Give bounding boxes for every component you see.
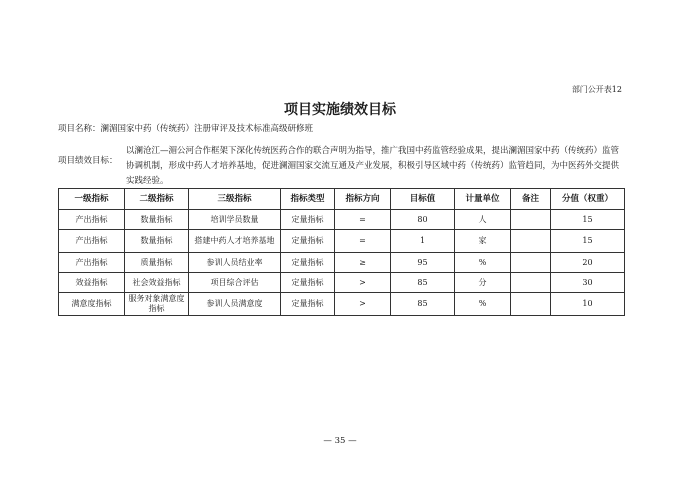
table-cell: 质量指标 (125, 253, 189, 273)
table-cell: 定量指标 (281, 273, 335, 293)
table-cell (511, 273, 551, 293)
table-cell (511, 230, 551, 253)
table-row (59, 230, 625, 253)
table-cell: % (455, 253, 511, 273)
table-cell (511, 293, 551, 316)
table-cell: 社会效益指标 (125, 273, 189, 293)
header-cell: 计量单位 (455, 189, 511, 210)
table-cell: 服务对象满意度指标 (125, 293, 189, 316)
table-row (59, 293, 625, 316)
table-cell: 85 (391, 273, 455, 293)
perf-goal-text: 以澜沧江—湄公河合作框架下深化传统医药合作的联合声明为指导，推广我国中药监管经验成果，提出澜湄国家中药（传统药）监管协调机制，形成中药人才培养基地，促进澜湄国家交流互通及产业发展，积极引导区域中药（传统药）监管趋同，为中医药外交提供实践经验。 (126, 146, 620, 186)
table-cell: 85 (391, 293, 455, 316)
table-cell: 30 (551, 273, 625, 293)
table-cell: > (335, 273, 391, 293)
table-cell: 参训人员满意度 (189, 293, 281, 316)
table-cell: 1 (391, 230, 455, 253)
table-cell: 产出指标 (59, 230, 125, 253)
project-name: 项目名称：澜湄国家中药（传统药）注册审评及技术标准高级研修班 (58, 124, 314, 134)
table-row (59, 210, 625, 230)
page-title: 项目实施绩效目标 (284, 102, 396, 118)
form-number-label: 部门公开表12 (571, 85, 622, 94)
table-cell: ≥ (335, 253, 391, 273)
table-cell: 产出指标 (59, 210, 125, 230)
table-cell: 15 (551, 210, 625, 230)
table-header-row (59, 189, 625, 210)
table-cell: 15 (551, 230, 625, 253)
table-cell: 满意度指标 (59, 293, 125, 316)
table-cell: 人 (455, 210, 511, 230)
table-cell (511, 253, 551, 273)
table-cell: 效益指标 (59, 273, 125, 293)
table-cell: 95 (391, 253, 455, 273)
header-cell: 备注 (511, 189, 551, 210)
page-number: — 35 — (323, 436, 357, 446)
header-cell: 分值（权重） (551, 189, 625, 210)
table-cell: 参训人员结业率 (189, 253, 281, 273)
table-cell: 项目综合评估 (189, 273, 281, 293)
table-cell: 培训学员数量 (189, 210, 281, 230)
table-cell: > (335, 293, 391, 316)
table-row (59, 273, 625, 293)
header-cell: 三级指标 (189, 189, 281, 210)
performance-table (58, 188, 625, 316)
table-cell: 定量指标 (281, 210, 335, 230)
header-cell: 二级指标 (125, 189, 189, 210)
table-cell: 数量指标 (125, 210, 189, 230)
header-cell: 指标方向 (335, 189, 391, 210)
table-cell (511, 210, 551, 230)
perf-goal-label: 项目绩效目标： (58, 156, 118, 166)
table-row (59, 253, 625, 273)
table-cell: 分 (455, 273, 511, 293)
table-cell: 10 (551, 293, 625, 316)
table-cell: = (335, 210, 391, 230)
table-cell: = (335, 230, 391, 253)
table-cell: 定量指标 (281, 253, 335, 273)
table-cell: 搭建中药人才培养基地 (189, 230, 281, 253)
header-cell: 目标值 (391, 189, 455, 210)
table-cell: 数量指标 (125, 230, 189, 253)
table-cell: 80 (391, 210, 455, 230)
table-cell: 定量指标 (281, 230, 335, 253)
table-cell: 产出指标 (59, 253, 125, 273)
table-cell: 家 (455, 230, 511, 253)
table-cell: 20 (551, 253, 625, 273)
header-cell: 指标类型 (281, 189, 335, 210)
header-cell: 一级指标 (59, 189, 125, 210)
table-cell: 定量指标 (281, 293, 335, 316)
table-cell: % (455, 293, 511, 316)
